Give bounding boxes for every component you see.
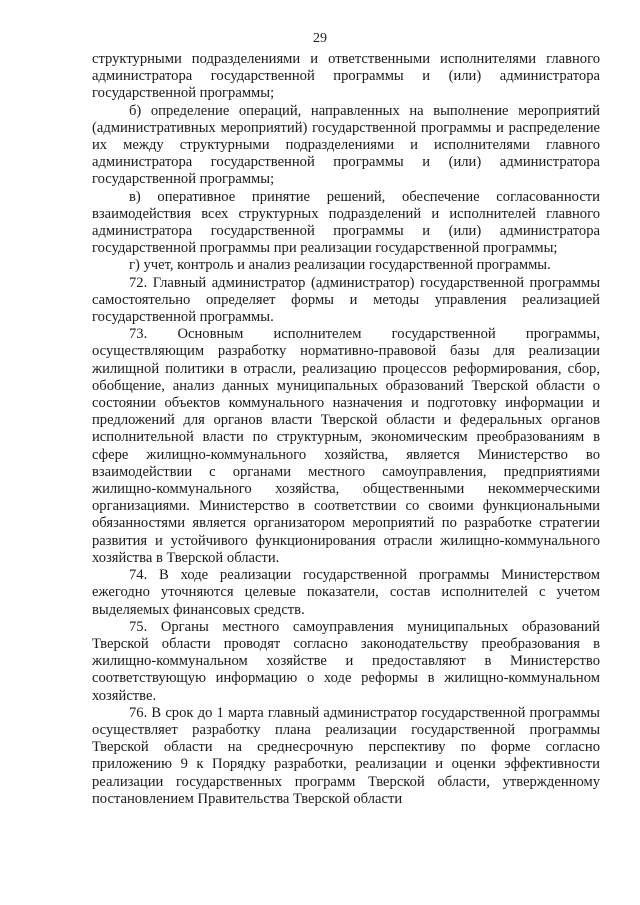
paragraph-75: 75. Органы местного самоуправления муниципальных образований Тверской области проводят согласно законодательству преобразования в жилищно-коммунальном хозяйстве и предоставляют в Министерство соответствующую информацию о ходе реформы в жилищно-коммунальном хозяйстве. <box>92 618 600 704</box>
paragraph-item-b: б) определение операций, направленных на выполнение мероприятий (административных мероприятий) государственной программы и распределение их между структурными подразделениями и исполнителями главного администратора государственной программы и (или) администратора государственной программы; <box>92 102 600 188</box>
page-number: 29 <box>313 31 327 46</box>
paragraph-74: 74. В ходе реализации государственной программы Министерством ежегодно уточняются целевые показатели, состав исполнителей с учетом выделяемых финансовых средств. <box>92 567 600 618</box>
paragraph-73: 73. Основным исполнителем государственной программы, осуществляющим разработку нормативно-правовой базы для реализации жилищной политики в отрасли, реализацию процессов реформирования, сбор, обобщение, анализ данных муниципальных образований Тверской области о состоянии объектов коммунального назначения и подготовку информации и предложений для органов власти Тверской области и федеральных органов исполнительной власти по структурным, экономическим преобразованиям в сфере жилищно-коммунального хозяйства, является Министерство во взаимодействии с органами местного самоуправления, предприятиями жилищно-коммунального хозяйства, общественными некоммерческими организациями. Министерство в соответствии со своими функциональными обязанностями является организатором мероприятий по разработке стратегии развития и устойчивого функционирования отрасли жилищно-коммунального хозяйства в Тверской области. <box>92 326 600 566</box>
document-body <box>92 51 600 808</box>
paragraph-item-v: в) оперативное принятие решений, обеспечение согласованности взаимодействия всех структурных подразделений и исполнителей главного администратора государственной программы и (или) администратора государственной программы при реализации государственной программы; <box>92 188 600 257</box>
paragraph-72: 72. Главный администратор (администратор) государственной программы самостоятельно определяет формы и методы управления реализацией государственной программы. <box>92 274 600 326</box>
paragraph-76: 76. В срок до 1 марта главный администратор государственной программы осуществляет разработку плана реализации государственной программы Тверской области на среднесрочную перспективу по форме согласно приложению 9 к Порядку разработки, реализации и оценки эффективности реализации государственных программ Тверской области, утвержденному постановлением Правительства Тверской области <box>92 704 600 807</box>
paragraph-item-g: г) учет, контроль и анализ реализации государственной программы. <box>129 257 551 274</box>
paragraph-continuation: структурными подразделениями и ответственными исполнителями главного администратора государственной программы и (или) администратора государственной программы; <box>92 51 600 102</box>
